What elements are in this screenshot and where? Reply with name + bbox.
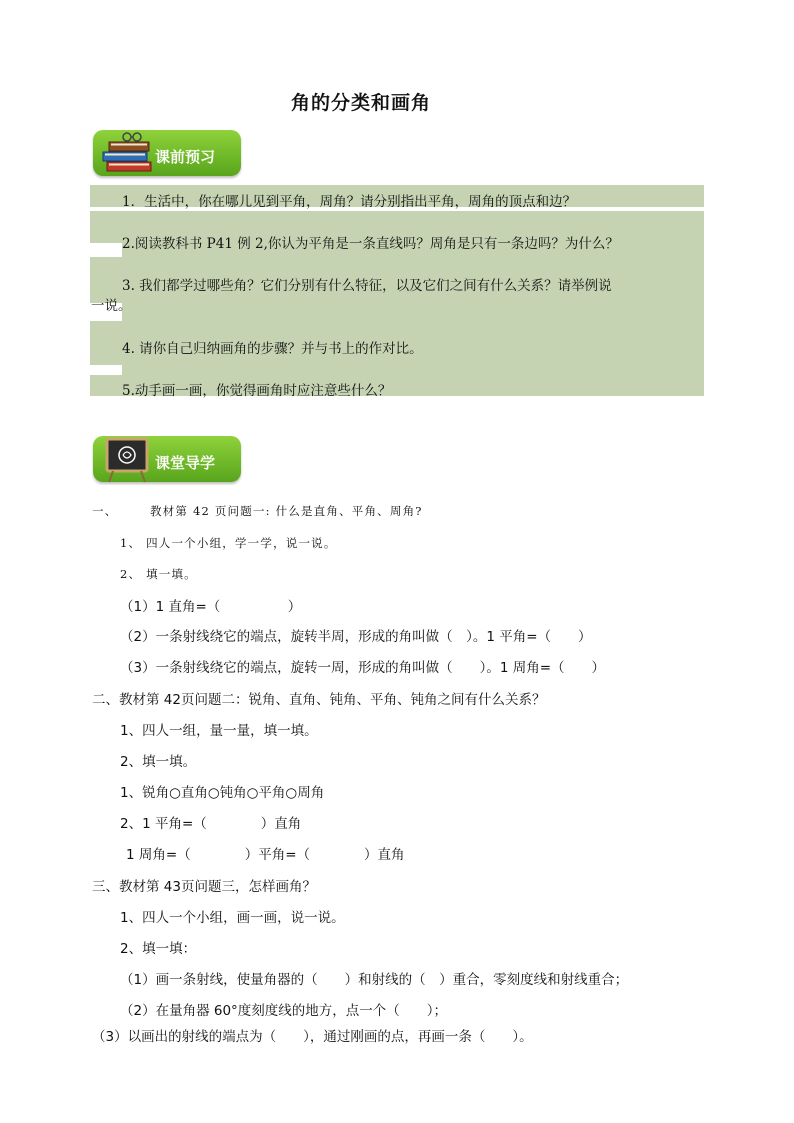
divider <box>90 243 122 257</box>
preview-banner-label: 课前预习 <box>155 148 216 166</box>
part2-heading: 二、教材第 42页问题二：锐角、直角、钝角、平角、钝角之间有什么关系？ <box>92 692 546 708</box>
page-title: 角的分类和画角 <box>290 92 431 114</box>
blackboard-icon <box>99 436 153 484</box>
part3-line: （3）以画出的射线的端点为（ ），通过刚画的点，再画一条（ ）。 <box>92 1029 533 1045</box>
part3-line: 1、四人一个小组，画一画，说一说。 <box>120 910 345 926</box>
part2-line: 2、填一填。 <box>120 754 197 770</box>
preview-item: 2.阅读教科书 P41 例 2,你认为平角是一条直线吗？周角是只有一条边吗？为什么？ <box>122 236 619 252</box>
preview-item: 3. 我们都学过哪些角？它们分别有什么特征，以及它们之间有什么关系？请举例说 <box>122 278 612 294</box>
part2-line: 2、1 平角=（ ）直角 <box>120 816 302 832</box>
part2-line: 1、四人一组，量一量，填一填。 <box>120 723 318 739</box>
preview-item: 1．生活中，你在哪儿见到平角，周角？请分别指出平角，周角的顶点和边？ <box>122 194 577 210</box>
part1-line: （3）一条射线绕它的端点，旋转一周，形成的角叫做（ ）。1 周角=（ ） <box>120 660 606 676</box>
part1-line: （2）一条射线绕它的端点，旋转半周，形成的角叫做（ ）。1 平角=（ ） <box>120 629 592 645</box>
part1-line: 1、 四人一个小组，学一学，说一说。 <box>120 536 337 550</box>
preview-banner <box>93 128 243 180</box>
preview-item: 一说。 <box>91 298 132 314</box>
part1-line: 2、 填一填。 <box>120 567 197 581</box>
preview-item: 4. 请你自己归纳画角的步骤？并与书上的作对比。 <box>122 341 423 357</box>
part2-line: 1、锐角○直角○钝角○平角○周角 <box>120 785 325 801</box>
part1-line: （1）1 直角=（ ） <box>120 599 302 615</box>
divider <box>90 365 122 375</box>
part2-line: 1 周角=（ ）平角=（ ）直角 <box>126 847 405 863</box>
part3-heading: 三、教材第 43页问题三，怎样画角？ <box>92 879 316 895</box>
part1-number: 一、 <box>92 504 118 518</box>
preview-item: 5.动手画一画，你觉得画角时应注意些什么？ <box>122 383 392 399</box>
part3-line: （2）在量角器 60°度刻度线的地方，点一个（ ）； <box>120 1003 448 1019</box>
books-icon <box>97 128 157 178</box>
part3-line: （1）画一条射线，使量角器的（ ）和射线的（ ）重合，零刻度线和射线重合； <box>120 972 629 988</box>
part3-line: 2、填一填： <box>120 941 197 957</box>
guide-banner <box>93 434 243 486</box>
guide-banner-label: 课堂导学 <box>155 454 216 472</box>
part1-heading: 教材第 42 页问题一: 什么是直角、平角、周角? <box>150 504 423 518</box>
